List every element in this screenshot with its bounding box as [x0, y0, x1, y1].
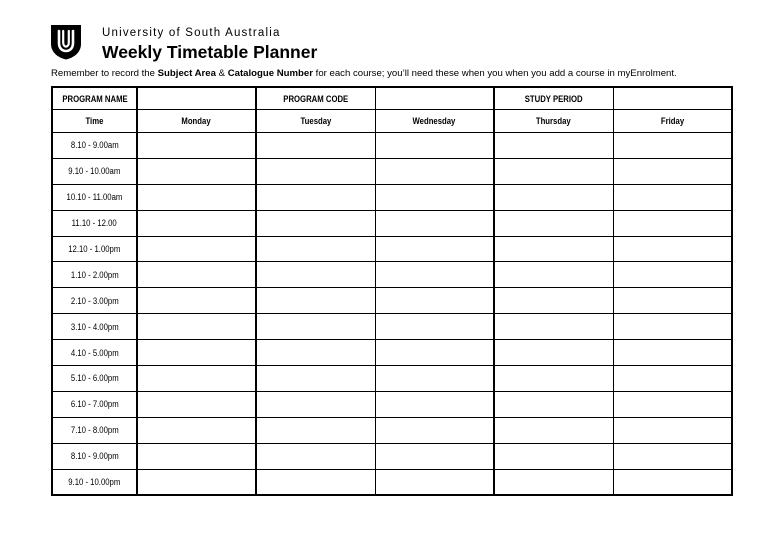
thursday-slot-cell[interactable] — [494, 469, 613, 495]
monday-slot-cell[interactable] — [137, 391, 256, 417]
tuesday-slot-cell[interactable] — [256, 262, 375, 288]
wednesday-slot-cell[interactable] — [375, 210, 494, 236]
tuesday-slot-cell[interactable] — [256, 184, 375, 210]
time-cell: 3.10 - 4.00pm — [52, 314, 137, 340]
wednesday-slot-cell[interactable] — [375, 314, 494, 340]
wednesday-slot-cell[interactable] — [375, 443, 494, 469]
monday-slot-cell[interactable] — [137, 133, 256, 159]
program-code-label: PROGRAM CODE — [256, 87, 375, 110]
column-header-row — [52, 110, 732, 133]
thursday-slot-cell[interactable] — [494, 236, 613, 262]
timeslot-row — [52, 236, 732, 262]
note-catalogue-number: Catalogue Number — [227, 68, 313, 79]
timeslot-row — [52, 158, 732, 184]
wednesday-slot-cell[interactable] — [375, 184, 494, 210]
friday-slot-cell[interactable] — [613, 366, 732, 392]
tuesday-slot-cell[interactable] — [256, 469, 375, 495]
thursday-slot-cell[interactable] — [494, 340, 613, 366]
friday-slot-cell[interactable] — [613, 236, 732, 262]
friday-slot-cell[interactable] — [613, 288, 732, 314]
timeslot-row — [52, 366, 732, 392]
note-subject-area: Subject Area — [157, 68, 216, 79]
friday-slot-cell[interactable] — [613, 184, 732, 210]
timeslot-row — [52, 262, 732, 288]
monday-slot-cell[interactable] — [137, 184, 256, 210]
page-title: Weekly Timetable Planner — [102, 42, 318, 62]
wednesday-slot-cell[interactable] — [375, 340, 494, 366]
friday-slot-cell[interactable] — [613, 443, 732, 469]
monday-slot-cell[interactable] — [137, 210, 256, 236]
time-cell: 9.10 - 10.00am — [52, 158, 137, 184]
time-cell: 11.10 - 12.00 — [52, 210, 137, 236]
tuesday-slot-cell[interactable] — [256, 443, 375, 469]
thursday-slot-cell[interactable] — [494, 262, 613, 288]
monday-slot-cell[interactable] — [137, 314, 256, 340]
time-slots — [52, 133, 732, 496]
monday-slot-cell[interactable] — [137, 366, 256, 392]
program-name-label: PROGRAM NAME — [52, 87, 137, 110]
wednesday-slot-cell[interactable] — [375, 469, 494, 495]
wednesday-slot-cell[interactable] — [375, 417, 494, 443]
friday-slot-cell[interactable] — [613, 262, 732, 288]
time-cell: 12.10 - 1.00pm — [52, 236, 137, 262]
monday-slot-cell[interactable] — [137, 340, 256, 366]
timeslot-row — [52, 391, 732, 417]
thursday-slot-cell[interactable] — [494, 391, 613, 417]
monday-slot-cell[interactable] — [137, 443, 256, 469]
tuesday-slot-cell[interactable] — [256, 340, 375, 366]
wednesday-slot-cell[interactable] — [375, 133, 494, 159]
tuesday-slot-cell[interactable] — [256, 314, 375, 340]
thursday-slot-cell[interactable] — [494, 133, 613, 159]
note-suffix: for each course; you’ll need these when you when you add a course in myEnrolment. — [312, 68, 677, 79]
university-name: University of South Australia — [102, 27, 281, 39]
column-header-thursday: Thursday — [494, 110, 613, 133]
time-cell: 7.10 - 8.00pm — [52, 417, 137, 443]
timeslot-row — [52, 417, 732, 443]
note-amp: & — [215, 68, 228, 79]
timeslot-row — [52, 469, 732, 495]
time-cell: 8.10 - 9.00pm — [52, 443, 137, 469]
thursday-slot-cell[interactable] — [494, 314, 613, 340]
friday-slot-cell[interactable] — [613, 469, 732, 495]
tuesday-slot-cell[interactable] — [256, 210, 375, 236]
thursday-slot-cell[interactable] — [494, 443, 613, 469]
timeslot-row — [52, 314, 732, 340]
friday-slot-cell[interactable] — [613, 210, 732, 236]
wednesday-slot-cell[interactable] — [375, 366, 494, 392]
timeslot-row — [52, 443, 732, 469]
note-prefix: Remember to record the — [51, 68, 158, 79]
monday-slot-cell[interactable] — [137, 262, 256, 288]
friday-slot-cell[interactable] — [613, 417, 732, 443]
time-cell: 5.10 - 6.00pm — [52, 366, 137, 392]
timeslot-row — [52, 184, 732, 210]
friday-slot-cell[interactable] — [613, 133, 732, 159]
column-header-monday: Monday — [137, 110, 256, 133]
time-cell: 2.10 - 3.00pm — [52, 288, 137, 314]
timeslot-row — [52, 288, 732, 314]
monday-slot-cell[interactable] — [137, 158, 256, 184]
thursday-slot-cell[interactable] — [494, 288, 613, 314]
wednesday-slot-cell[interactable] — [375, 262, 494, 288]
time-cell: 6.10 - 7.00pm — [52, 391, 137, 417]
thursday-slot-cell[interactable] — [494, 158, 613, 184]
monday-slot-cell[interactable] — [137, 417, 256, 443]
friday-slot-cell[interactable] — [613, 314, 732, 340]
tuesday-slot-cell[interactable] — [256, 417, 375, 443]
study-period-label: STUDY PERIOD — [494, 87, 613, 110]
time-cell: 1.10 - 2.00pm — [52, 262, 137, 288]
timeslot-row — [52, 133, 732, 159]
tuesday-slot-cell[interactable] — [256, 366, 375, 392]
timeslot-row — [52, 210, 732, 236]
study-period-field[interactable] — [613, 87, 732, 110]
friday-slot-cell[interactable] — [613, 158, 732, 184]
wednesday-slot-cell[interactable] — [375, 288, 494, 314]
timeslot-row — [52, 340, 732, 366]
monday-slot-cell[interactable] — [137, 236, 256, 262]
time-cell: 9.10 - 10.00pm — [52, 469, 137, 495]
thursday-slot-cell[interactable] — [494, 366, 613, 392]
tuesday-slot-cell[interactable] — [256, 288, 375, 314]
program-name-field[interactable] — [137, 87, 256, 110]
tuesday-slot-cell[interactable] — [256, 133, 375, 159]
friday-slot-cell[interactable] — [613, 340, 732, 366]
monday-slot-cell[interactable] — [137, 288, 256, 314]
column-header-time: Time — [52, 110, 137, 133]
column-header-tuesday: Tuesday — [256, 110, 375, 133]
time-cell: 8.10 - 9.00am — [52, 133, 137, 159]
tuesday-slot-cell[interactable] — [256, 391, 375, 417]
program-code-field[interactable] — [375, 87, 494, 110]
tuesday-slot-cell[interactable] — [256, 158, 375, 184]
wednesday-slot-cell[interactable] — [375, 236, 494, 262]
time-cell: 4.10 - 5.00pm — [52, 340, 137, 366]
column-header-friday: Friday — [613, 110, 732, 133]
instruction-note — [51, 68, 677, 79]
wednesday-slot-cell[interactable] — [375, 158, 494, 184]
friday-slot-cell[interactable] — [613, 391, 732, 417]
thursday-slot-cell[interactable] — [494, 417, 613, 443]
thursday-slot-cell[interactable] — [494, 210, 613, 236]
program-info-row — [52, 87, 732, 110]
wednesday-slot-cell[interactable] — [375, 391, 494, 417]
tuesday-slot-cell[interactable] — [256, 236, 375, 262]
column-header-wednesday: Wednesday — [375, 110, 494, 133]
unisa-logo — [50, 24, 82, 60]
time-cell: 10.10 - 11.00am — [52, 184, 137, 210]
monday-slot-cell[interactable] — [137, 469, 256, 495]
timetable-grid — [51, 86, 733, 496]
thursday-slot-cell[interactable] — [494, 184, 613, 210]
